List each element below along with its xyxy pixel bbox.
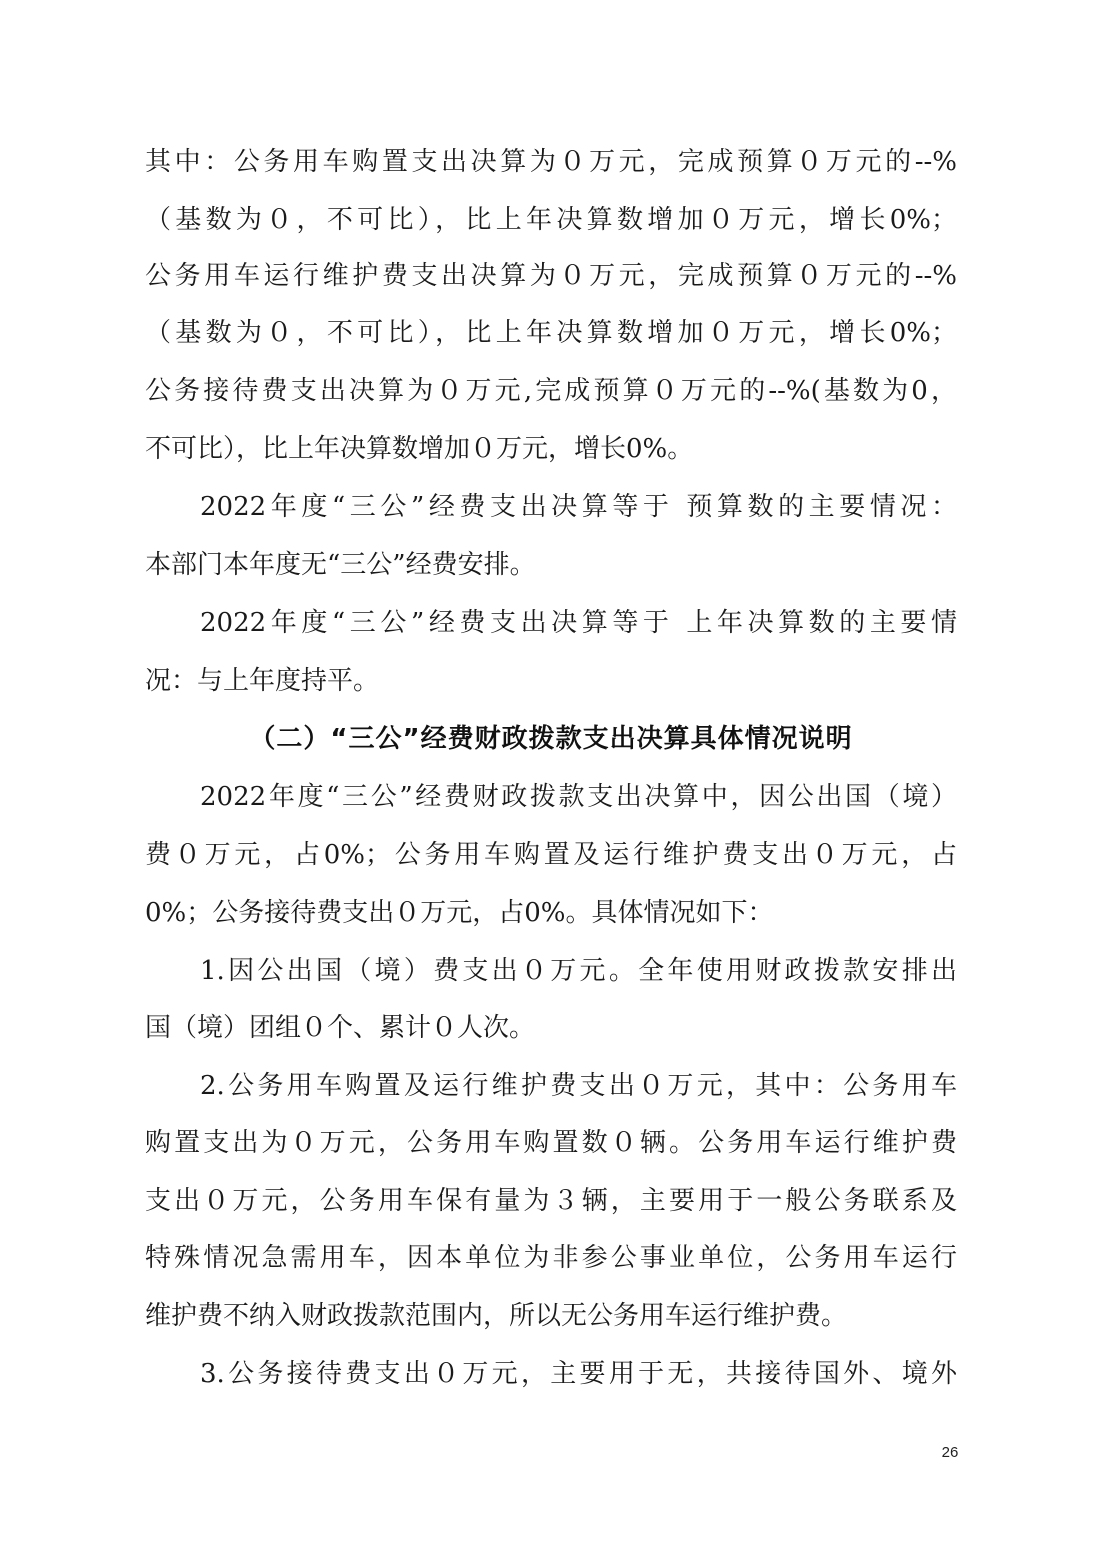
body-line-19: 支出０万元，公务用车保有量为３辆，主要用于一般公务联系及	[145, 1186, 957, 1216]
body-line-6: 不可比），比上年决算数增加０万元，增长0%。	[145, 434, 694, 464]
section-heading: （二）“三公”经费财政拨款支出决算具体情况说明	[249, 724, 853, 754]
body-line-4: （基数为０，不可比），比上年决算数增加０万元，增长0%；	[145, 318, 957, 348]
body-line-20: 特殊情况急需用车，因本单位为非参公事业单位，公务用车运行	[145, 1243, 957, 1273]
body-line-22: 3.公务接待费支出０万元，主要用于无，共接待国外、境外	[200, 1359, 957, 1389]
body-line-7: 2022年度“三公”经费支出决算等于 预算数的主要情况：	[200, 492, 957, 522]
body-line-21: 维护费不纳入财政拨款范围内，所以无公务用车运行维护费。	[145, 1301, 848, 1331]
body-line-5: 公务接待费支出决算为０万元,完成预算０万元的--%(基数为0，	[145, 376, 957, 406]
body-line-16: 国（境）团组０个、累计０人次。	[145, 1013, 536, 1043]
body-line-8: 本部门本年度无“三公”经费安排。	[145, 550, 536, 580]
body-line-13: 费０万元，占0%；公务用车购置及运行维护费支出０万元，占	[145, 840, 957, 870]
body-line-17: 2.公务用车购置及运行维护费支出０万元，其中：公务用车	[200, 1071, 957, 1101]
body-line-15: 1.因公出国（境）费支出０万元。全年使用财政拨款安排出	[200, 956, 957, 986]
body-line-10: 况：与上年度持平。	[145, 666, 380, 696]
body-line-3: 公务用车运行维护费支出决算为０万元，完成预算０万元的--%	[145, 261, 957, 291]
page-number: 26	[941, 1444, 959, 1461]
body-line-14: 0%；公务接待费支出０万元，占0%。具体情况如下：	[145, 898, 774, 928]
body-line-9: 2022年度“三公”经费支出决算等于 上年决算数的主要情	[200, 608, 957, 638]
body-line-18: 购置支出为０万元，公务用车购置数０辆。公务用车运行维护费	[145, 1128, 957, 1158]
body-line-2: （基数为０，不可比），比上年决算数增加０万元，增长0%；	[145, 205, 957, 235]
body-line-12: 2022年度“三公”经费财政拨款支出决算中，因公出国（境）	[200, 782, 957, 812]
body-line-1: 其中：公务用车购置支出决算为０万元，完成预算０万元的--%	[145, 147, 957, 177]
